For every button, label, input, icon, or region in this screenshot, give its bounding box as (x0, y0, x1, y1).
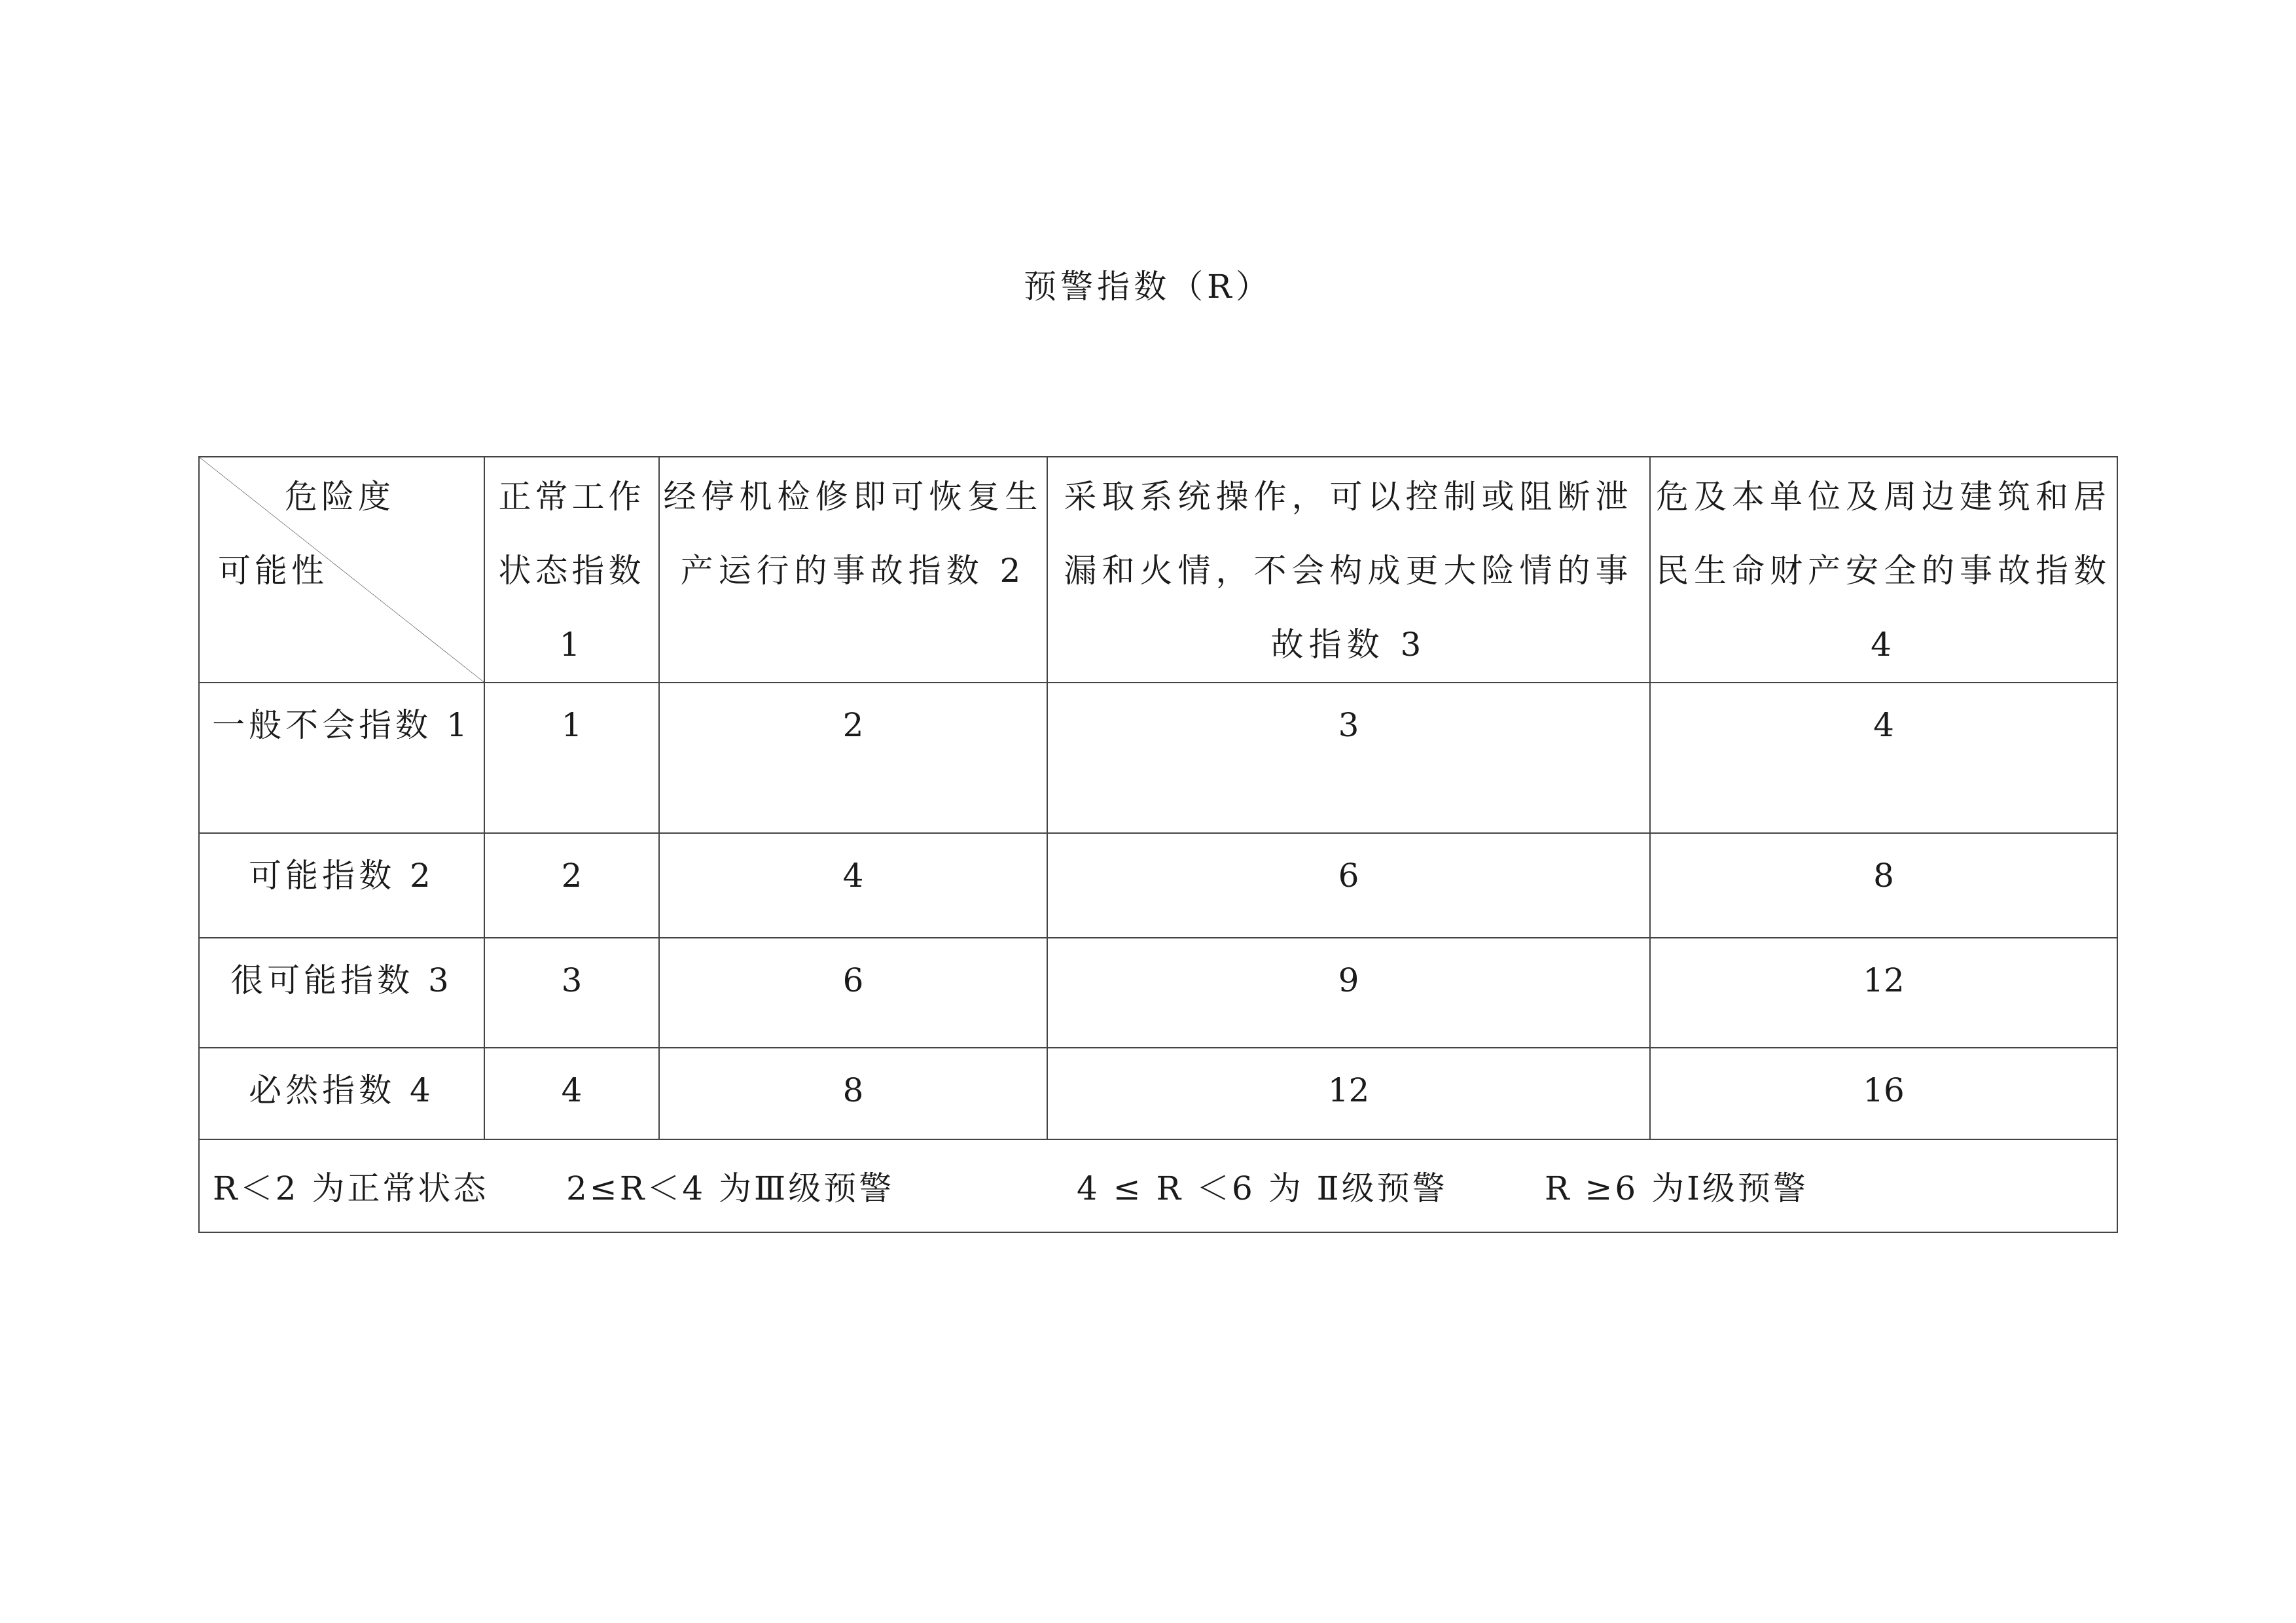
table-row (199, 938, 2117, 1048)
table-row (199, 833, 2117, 938)
table-cell: 2 (484, 833, 659, 938)
table-row (199, 1048, 2117, 1139)
row-label: 必然指数 4 (199, 1048, 484, 1139)
table-header-row (199, 457, 2117, 683)
table-cell: 6 (659, 938, 1047, 1048)
table-row (199, 683, 2117, 833)
table-cell: 8 (659, 1048, 1047, 1139)
legend-level-2: 4 ≤ R ＜6 为 Ⅱ级预警 (1077, 1169, 1448, 1207)
table-cell: 8 (1650, 833, 2117, 938)
column-header-system-control: 采取系统操作，可以控制或阻断泄漏和火情，不会构成更大险情的事故指数 3 (1047, 457, 1650, 683)
row-label: 可能指数 2 (199, 833, 484, 938)
table-cell: 6 (1047, 833, 1650, 938)
column-header-endangers-life: 危及本单位及周边建筑和居民生命财产安全的事故指数 4 (1650, 457, 2117, 683)
table-cell: 3 (484, 938, 659, 1048)
warning-index-table (198, 456, 2118, 1233)
table-cell: 2 (659, 683, 1047, 833)
likelihood-axis-label: 可能性 (218, 552, 328, 590)
row-label: 一般不会指数 1 (199, 683, 484, 833)
table-cell: 12 (1650, 938, 2117, 1048)
table-cell: 1 (484, 683, 659, 833)
column-header-normal: 正常工作状态指数 1 (484, 457, 659, 683)
table-cell: 3 (1047, 683, 1650, 833)
legend-normal: R＜2 为正常状态 (213, 1169, 489, 1207)
legend-level-1: R ≥6 为Ⅰ级预警 (1545, 1169, 1808, 1207)
table-cell: 9 (1047, 938, 1650, 1048)
table-cell: 12 (1047, 1048, 1650, 1139)
table-footer-row (199, 1139, 2117, 1232)
row-label: 很可能指数 3 (199, 938, 484, 1048)
table-cell: 4 (484, 1048, 659, 1139)
severity-axis-label: 危险度 (285, 478, 395, 516)
corner-header-cell (199, 457, 484, 683)
table-cell: 16 (1650, 1048, 2117, 1139)
warning-level-legend (199, 1139, 2117, 1232)
page-title: 预警指数（R） (1024, 268, 1272, 306)
table-cell: 4 (659, 833, 1047, 938)
column-header-shutdown-repair: 经停机检修即可恢复生产运行的事故指数 2 (659, 457, 1047, 683)
legend-level-3: 2≤R＜4 为Ⅲ级预警 (566, 1169, 895, 1207)
table-cell: 4 (1650, 683, 2117, 833)
